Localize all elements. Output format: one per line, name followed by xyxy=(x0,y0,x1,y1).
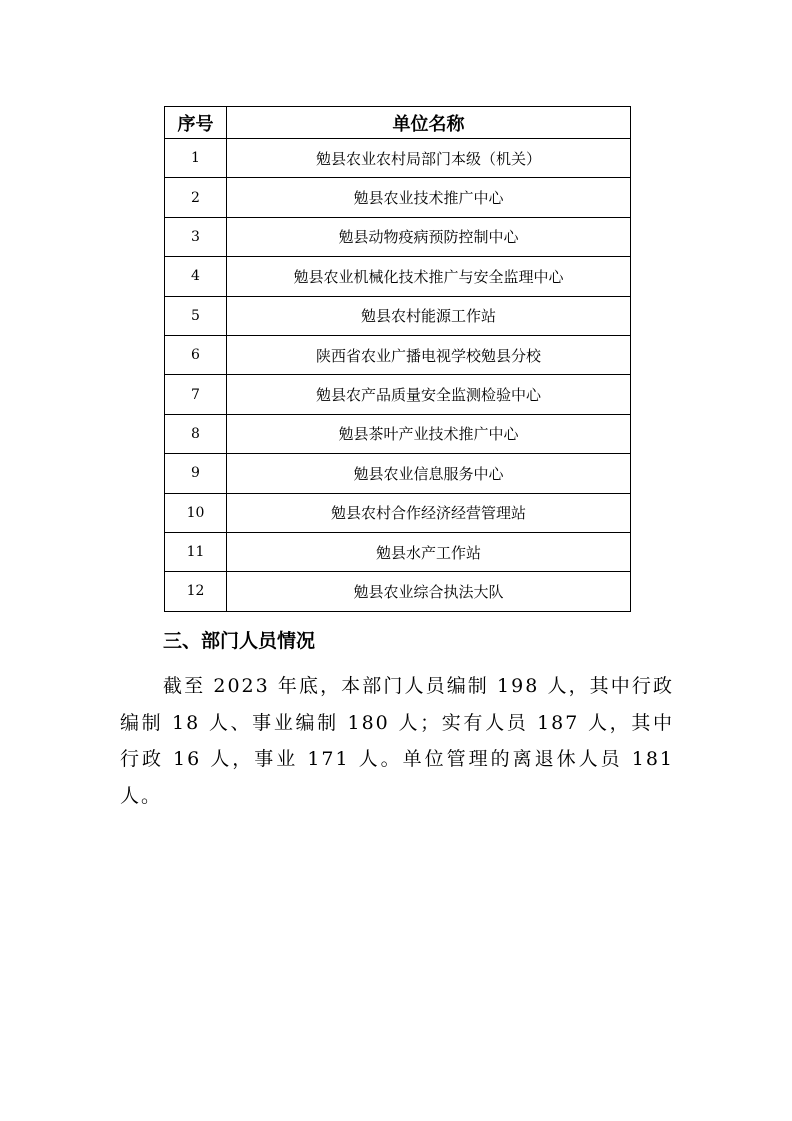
table-row xyxy=(165,139,631,178)
row-seq: 11 xyxy=(165,532,227,571)
table-row xyxy=(165,454,631,493)
row-unit-name: 勉县农业农村局部门本级（机关） xyxy=(227,139,631,178)
row-unit-name: 勉县茶叶产业技术推广中心 xyxy=(227,414,631,453)
row-seq: 1 xyxy=(165,139,227,178)
row-unit-name: 勉县农村合作经济经营管理站 xyxy=(227,493,631,532)
row-seq: 10 xyxy=(165,493,227,532)
table-row xyxy=(165,178,631,217)
row-seq: 5 xyxy=(165,296,227,335)
row-seq: 12 xyxy=(165,572,227,611)
row-unit-name: 勉县农业机械化技术推广与安全监理中心 xyxy=(227,257,631,296)
row-unit-name: 勉县农产品质量安全监测检验中心 xyxy=(227,375,631,414)
table-header-row xyxy=(165,107,631,139)
row-seq: 8 xyxy=(165,414,227,453)
table-row xyxy=(165,296,631,335)
row-seq: 2 xyxy=(165,178,227,217)
table-row xyxy=(165,375,631,414)
row-unit-name: 勉县农业技术推广中心 xyxy=(227,178,631,217)
row-unit-name: 勉县农村能源工作站 xyxy=(227,296,631,335)
row-unit-name: 陕西省农业广播电视学校勉县分校 xyxy=(227,335,631,374)
row-unit-name: 勉县农业综合执法大队 xyxy=(227,572,631,611)
row-unit-name: 勉县农业信息服务中心 xyxy=(227,454,631,493)
row-unit-name: 勉县动物疫病预防控制中心 xyxy=(227,217,631,256)
table-row xyxy=(165,257,631,296)
staffing-paragraph: 截至 2023 年底，本部门人员编制 198 人，其中行政编制 18 人、事业编制 180 人；实有人员 187 人，其中行政 16 人，事业 171 人。单位管理的离退休人员 181 人。 xyxy=(120,675,674,807)
section-heading: 三、部门人员情况 xyxy=(163,630,316,652)
row-unit-name: 勉县水产工作站 xyxy=(227,532,631,571)
row-seq: 3 xyxy=(165,217,227,256)
row-seq: 6 xyxy=(165,335,227,374)
seq-column-header: 序号 xyxy=(165,107,227,139)
table-row xyxy=(165,217,631,256)
table-row xyxy=(165,572,631,611)
table-row xyxy=(165,532,631,571)
row-seq: 7 xyxy=(165,375,227,414)
unit-list-table xyxy=(164,106,631,612)
table-row xyxy=(165,493,631,532)
row-seq: 9 xyxy=(165,454,227,493)
table-row xyxy=(165,335,631,374)
table-row xyxy=(165,414,631,453)
row-seq: 4 xyxy=(165,257,227,296)
name-column-header: 单位名称 xyxy=(227,107,631,139)
